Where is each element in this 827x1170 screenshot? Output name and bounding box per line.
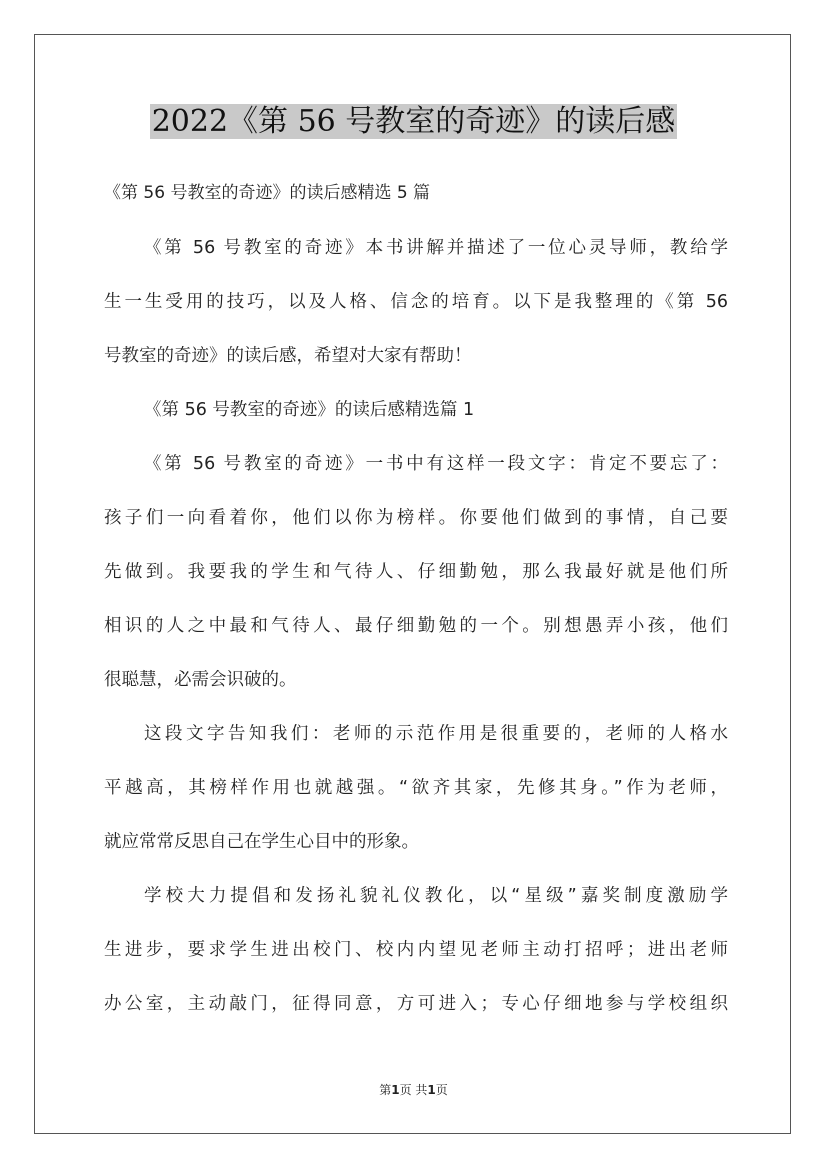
body-line: 就应常常反思自己在学生心目中的形象。 xyxy=(104,832,419,852)
body-line: 办公室，主动敲门，征得同意，方可进入；专心仔细地参与学校组织 xyxy=(104,994,728,1014)
body-line: 相识的人之中最和气待人、最仔细勤勉的一个。别想愚弄小孩，他们 xyxy=(104,616,728,636)
section-heading: 《第 56 号教室的奇迹》的读后感精选篇 1 xyxy=(144,400,475,420)
page-footer xyxy=(0,1082,827,1098)
body-line: 号教室的奇迹》的读后感，希望对大家有帮助！ xyxy=(104,346,472,366)
footer-page-prefix: 第 xyxy=(379,1083,392,1097)
body-line: 生进步，要求学生进出校门、校内内望见老师主动打招呼；进出老师 xyxy=(104,940,728,960)
document-title-text: 2022《第 56 号教室的奇迹》的读后感 xyxy=(151,104,676,139)
footer-page-mid: 页 共 xyxy=(399,1083,428,1097)
body-line: 孩子们一向看着你，他们以你为榜样。你要他们做到的事情，自己要 xyxy=(104,508,728,528)
body-line: 先做到。我要我的学生和气待人、仔细勤勉，那么我最好就是他们所 xyxy=(104,562,728,582)
document-title xyxy=(0,102,827,142)
footer-page-number: 1 xyxy=(391,1083,400,1097)
body-line: 平越高，其榜样作用也就越强。“欲齐其家，先修其身。”作为老师， xyxy=(104,778,728,798)
body-line: 这段文字告知我们：老师的示范作用是很重要的，老师的人格水 xyxy=(144,724,728,744)
body-line: 《第 56 号教室的奇迹》一书中有这样一段文字：肯定不要忘了： xyxy=(144,454,728,474)
body-line: 很聪慧，必需会识破的。 xyxy=(104,670,297,690)
body-line: 《第 56 号教室的奇迹》本书讲解并描述了一位心灵导师，教给学 xyxy=(144,238,728,258)
document-subtitle: 《第 56 号教室的奇迹》的读后感精选 5 篇 xyxy=(104,183,431,203)
body-line: 生一生受用的技巧，以及人格、信念的培育。以下是我整理的《第 56 xyxy=(104,292,728,312)
body-line: 学校大力提倡和发扬礼貌礼仪教化，以“星级”嘉奖制度激励学 xyxy=(144,886,728,906)
footer-page-suffix: 页 xyxy=(435,1083,448,1097)
footer-total-pages: 1 xyxy=(427,1083,436,1097)
